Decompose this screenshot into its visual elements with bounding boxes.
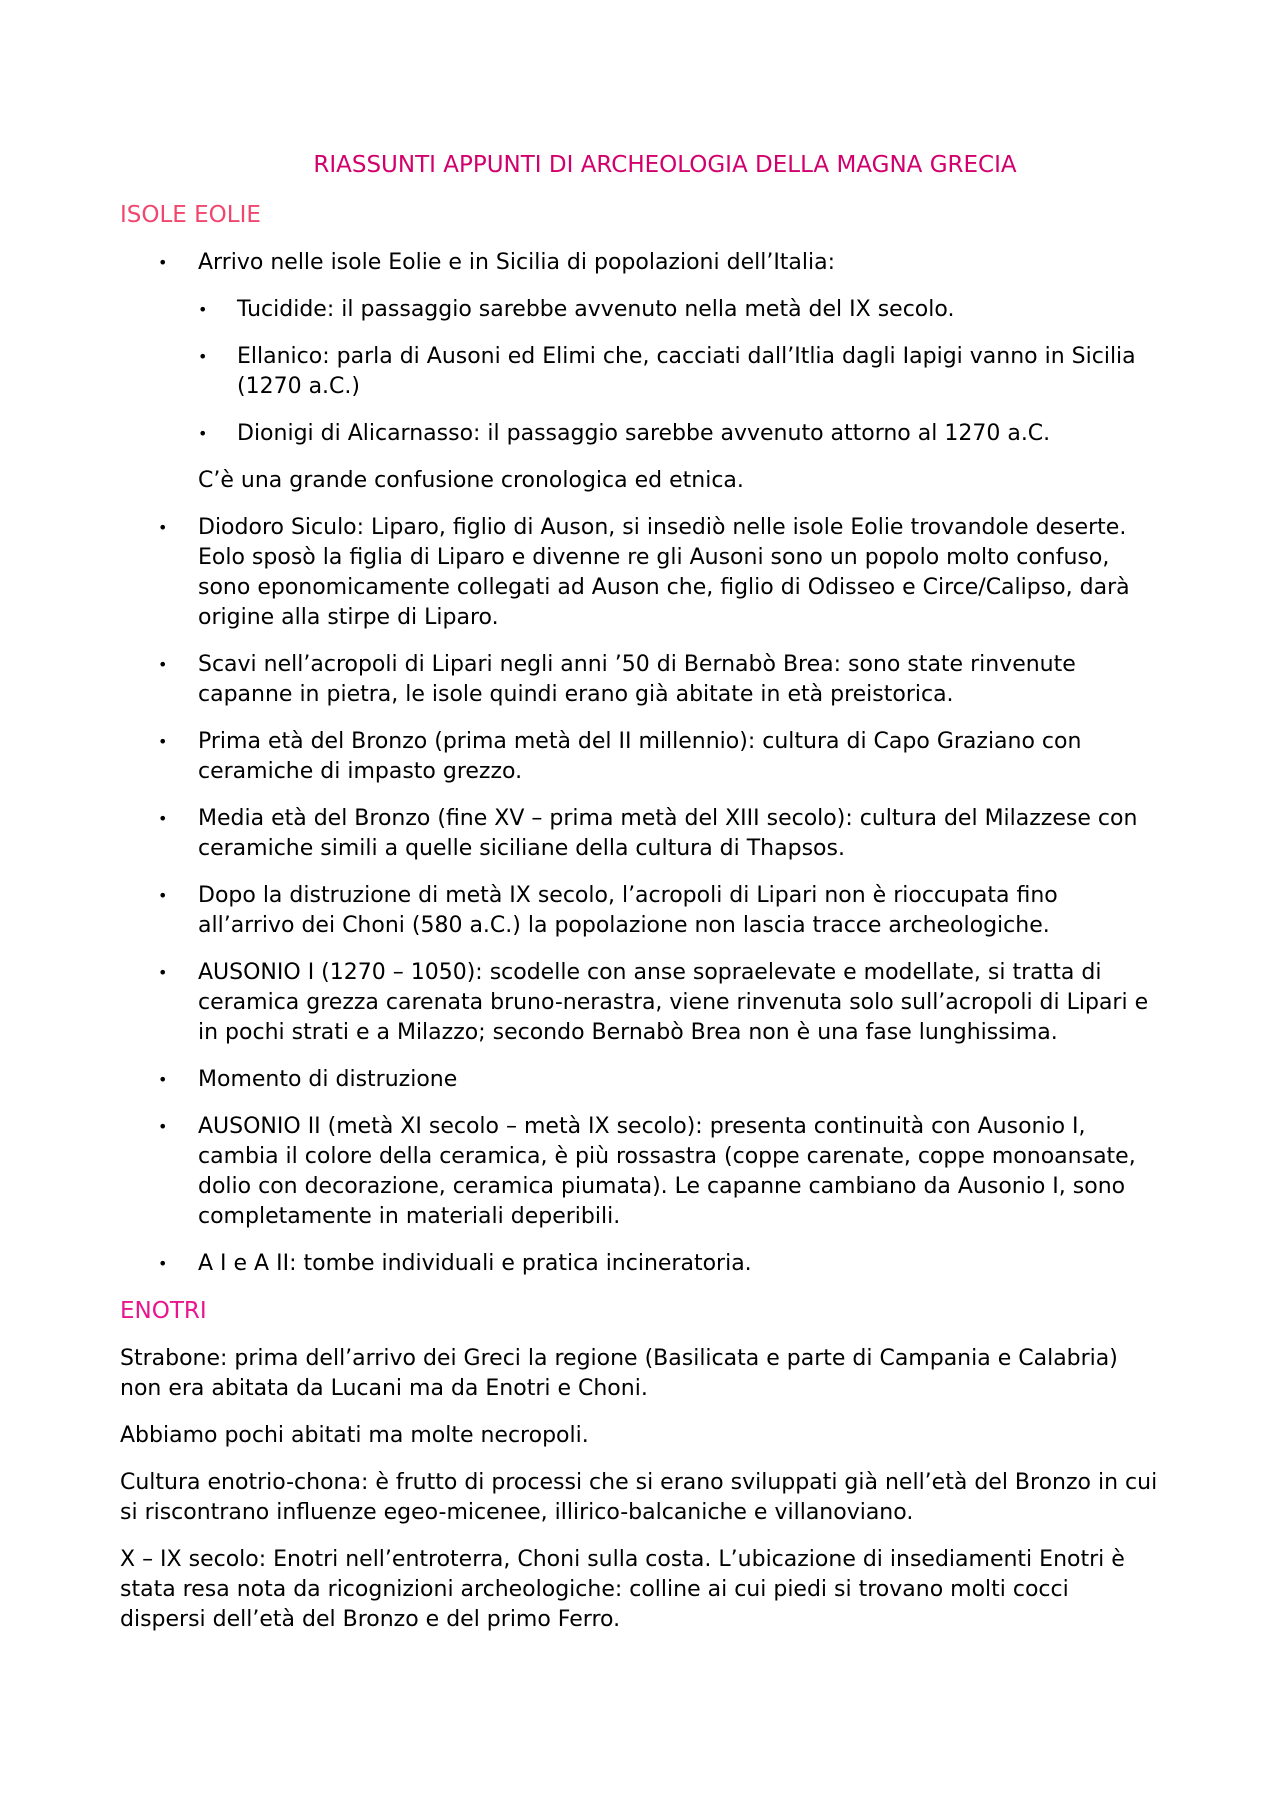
eolie-bullet-list xyxy=(120,248,1160,1279)
list-item-text: Dopo la distruzione di metà IX secolo, l’acropoli di Lipari non è rioccupata fino all’arrivo dei Choni (580 a.C.) la popolazione non lascia tracce archeologiche. xyxy=(198,883,1058,938)
list-item xyxy=(120,248,1160,496)
section-isole-eolie xyxy=(120,200,1160,1279)
list-item-note: C’è una grande confusione cronologica ed etnica. xyxy=(198,468,744,493)
paragraph: X – IX secolo: Enotri nell’entroterra, Choni sulla costa. L’ubicazione di insediamenti Enotri è stata resa nota da ricognizioni archeologiche: colline ai cui piedi si trovano molti cocci dispersi dell’età del Bronzo e del primo Ferro. xyxy=(120,1547,1125,1632)
sub-list-item-text: Ellanico: parla di Ausoni ed Elimi che, cacciati dall’Itlia dagli Iapigi vanno in Sicilia (1270 a.C.) xyxy=(237,344,1136,399)
bullet-icon: • xyxy=(158,518,168,537)
section-heading-enotri: ENOTRI xyxy=(120,1298,207,1324)
list-item xyxy=(120,881,1160,941)
list-item-text: AUSONIO II (metà XI secolo – metà IX secolo): presenta continuità con Ausonio I, cambia il colore della ceramica, è più rossastra (coppe carenate, coppe monoansate, dolio con decorazione, ceramica piumata). Le capanne cambiano da Ausonio I, sono completamente in materiali deperibili. xyxy=(198,1114,1136,1229)
bullet-icon: • xyxy=(158,655,168,674)
sub-list-item-text: Dionigi di Alicarnasso: il passaggio sarebbe avvenuto attorno al 1270 a.C. xyxy=(237,421,1051,446)
list-item xyxy=(120,1249,1160,1279)
list-item-text: Prima età del Bronzo (prima metà del II millennio): cultura di Capo Graziano con ceramiche di impasto grezzo. xyxy=(198,729,1082,784)
section-enotri xyxy=(120,1296,1160,1635)
list-item xyxy=(120,727,1160,787)
list-item-text: Scavi nell’acropoli di Lipari negli anni ’50 di Bernabò Brea: sono state rinvenute capanne in pietra, le isole quindi erano già abitate in età preistorica. xyxy=(198,652,1076,707)
bullet-icon: • xyxy=(158,1070,168,1089)
bullet-icon: • xyxy=(158,253,168,272)
bullet-icon: • xyxy=(198,424,208,443)
bullet-icon: • xyxy=(198,300,208,319)
bullet-icon: • xyxy=(158,1254,168,1273)
list-item xyxy=(120,650,1160,710)
list-item xyxy=(120,1112,1160,1232)
list-item-text: Media età del Bronzo (fine XV – prima metà del XIII secolo): cultura del Milazzese con ceramiche simili a quelle siciliane della cultura di Thapsos. xyxy=(198,806,1138,861)
sub-bullet-list xyxy=(198,295,1160,449)
list-item-text: AUSONIO I (1270 – 1050): scodelle con anse sopraelevate e modellate, si tratta di ceramica grezza carenata bruno-nerastra, viene rinvenuta solo sull’acropoli di Lipari e in pochi strati e a Milazzo; secondo Bernabò Brea non è una fase lunghissima. xyxy=(198,960,1149,1045)
bullet-icon: • xyxy=(158,886,168,905)
document-title: RIASSUNTI APPUNTI DI ARCHEOLOGIA DELLA MAGNA GRECIA xyxy=(313,152,1017,178)
sub-list-item xyxy=(198,295,1160,325)
list-item-text: Diodoro Siculo: Liparo, figlio di Auson, si insediò nelle isole Eolie trovandole deserte. Eolo sposò la figlia di Liparo e divenne re gli Ausoni sono un popolo molto confuso, sono eponomicamente collegati ad Auson che, figlio di Odisseo e Circe/Calipso, darà origine alla stirpe di Liparo. xyxy=(198,515,1130,630)
bullet-icon: • xyxy=(158,1117,168,1136)
sub-list-item xyxy=(198,419,1160,449)
sub-list-item-text: Tucidide: il passaggio sarebbe avvenuto nella metà del IX secolo. xyxy=(237,297,955,322)
paragraph: Cultura enotrio-chona: è frutto di processi che si erano sviluppati già nell’età del Bronzo in cui si riscontrano influenze egeo-micenee, illirico-balcaniche e villanoviano. xyxy=(120,1470,1158,1525)
list-item xyxy=(120,804,1160,864)
list-item xyxy=(120,958,1160,1048)
list-item xyxy=(120,513,1160,633)
list-item xyxy=(120,1065,1160,1095)
list-item-text: A I e A II: tombe individuali e pratica incineratoria. xyxy=(198,1251,752,1276)
bullet-icon: • xyxy=(158,963,168,982)
paragraph: Strabone: prima dell’arrivo dei Greci la regione (Basilicata e parte di Campania e Calabria) non era abitata da Lucani ma da Enotri e Choni. xyxy=(120,1346,1118,1401)
sub-list-item xyxy=(198,342,1160,402)
section-heading-eolie: ISOLE EOLIE xyxy=(120,202,261,228)
bullet-icon: • xyxy=(158,809,168,828)
paragraph: Abbiamo pochi abitati ma molte necropoli. xyxy=(120,1423,589,1448)
bullet-icon: • xyxy=(198,347,208,366)
list-item-text: Momento di distruzione xyxy=(198,1067,458,1092)
list-item-text: Arrivo nelle isole Eolie e in Sicilia di popolazioni dell’Italia: xyxy=(198,250,836,275)
bullet-icon: • xyxy=(158,732,168,751)
